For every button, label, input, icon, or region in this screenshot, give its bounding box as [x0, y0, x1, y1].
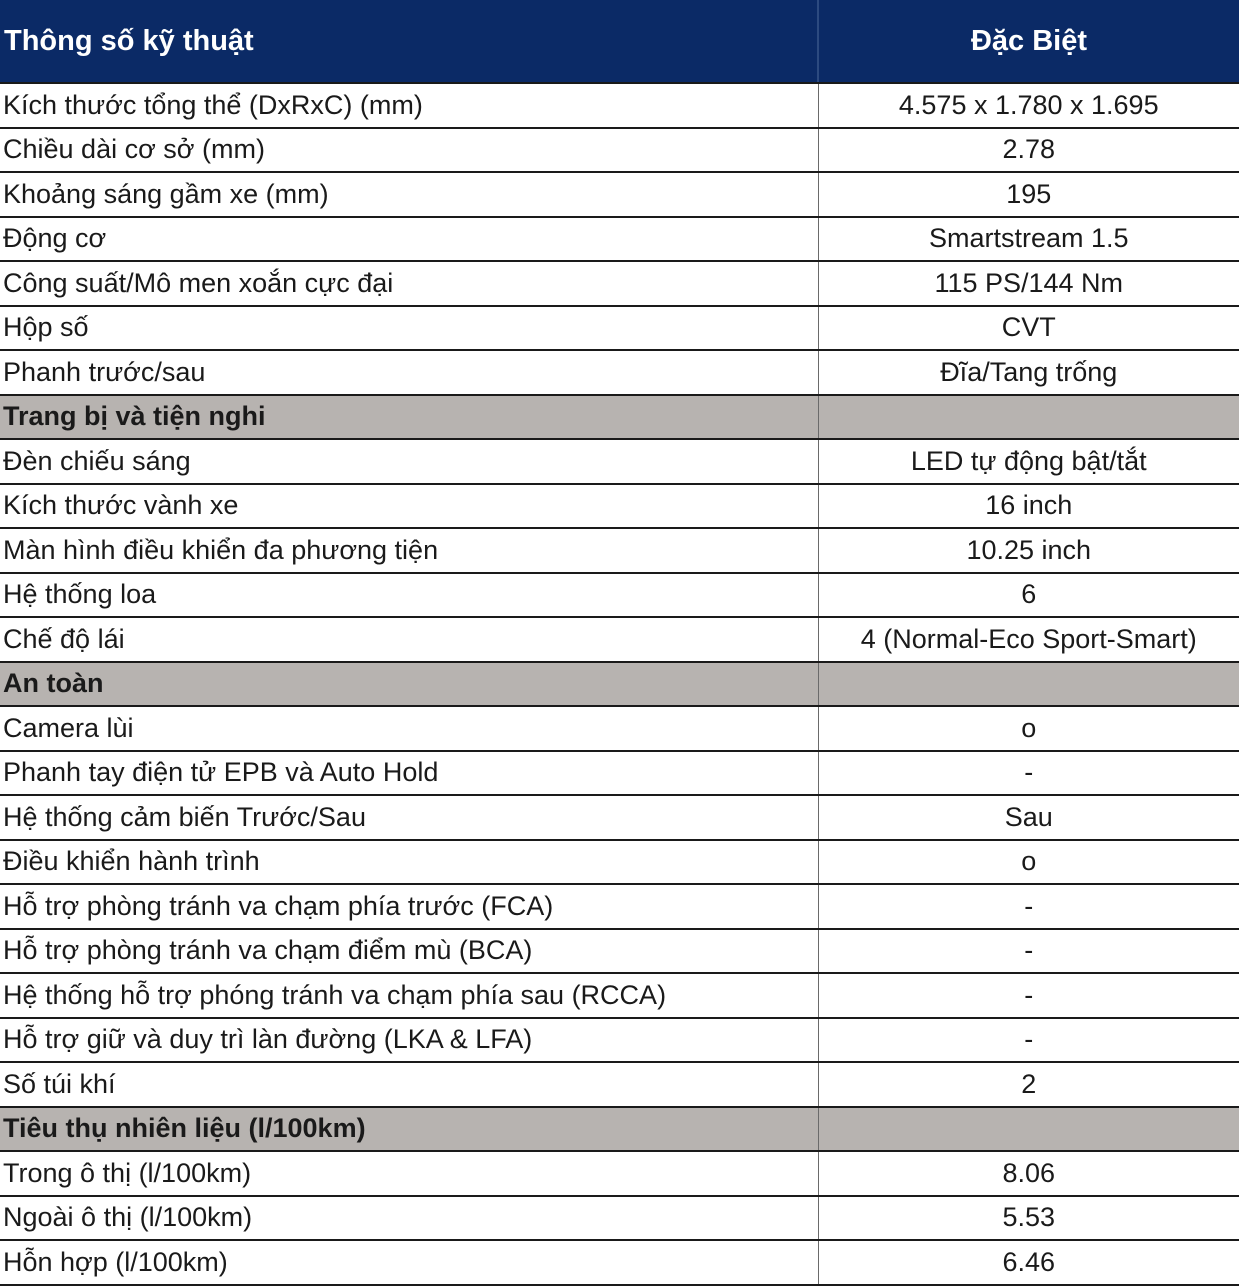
table-row — [0, 573, 1239, 618]
row-value: 5.53 — [818, 1196, 1239, 1241]
row-label: Trong ô thị (l/100km) — [0, 1151, 818, 1196]
row-label: Công suất/Mô men xoắn cực đại — [0, 261, 818, 306]
table-row — [0, 439, 1239, 484]
row-label: Đèn chiếu sáng — [0, 439, 818, 484]
table-row — [0, 840, 1239, 885]
section-header-row — [0, 1107, 1239, 1152]
row-value: 8.06 — [818, 1151, 1239, 1196]
row-label: Camera lùi — [0, 706, 818, 751]
row-value: Smartstream 1.5 — [818, 217, 1239, 262]
table-row — [0, 617, 1239, 662]
row-value: - — [818, 884, 1239, 929]
table-row — [0, 1062, 1239, 1107]
row-label: Khoảng sáng gầm xe (mm) — [0, 172, 818, 217]
section-header-row — [0, 662, 1239, 707]
table-row — [0, 128, 1239, 173]
section-label: An toàn — [0, 662, 818, 707]
row-value: - — [818, 751, 1239, 796]
section-header-row — [0, 395, 1239, 440]
row-value: 2.78 — [818, 128, 1239, 173]
table-row — [0, 306, 1239, 351]
header-label: Thông số kỹ thuật — [0, 0, 818, 83]
row-value: 115 PS/144 Nm — [818, 261, 1239, 306]
row-value: o — [818, 706, 1239, 751]
row-value: Đĩa/Tang trống — [818, 350, 1239, 395]
row-value: 195 — [818, 172, 1239, 217]
header-value: Đặc Biệt — [818, 0, 1239, 83]
table-row — [0, 929, 1239, 974]
section-value — [818, 1107, 1239, 1152]
section-label: Trang bị và tiện nghi — [0, 395, 818, 440]
row-label: Hệ thống loa — [0, 573, 818, 618]
row-value: - — [818, 973, 1239, 1018]
row-value: 6.46 — [818, 1240, 1239, 1285]
row-label: Hỗ trợ phòng tránh va chạm phía trước (FCA) — [0, 884, 818, 929]
row-label: Số túi khí — [0, 1062, 818, 1107]
table-row — [0, 83, 1239, 128]
table-row — [0, 528, 1239, 573]
row-value: CVT — [818, 306, 1239, 351]
row-value: 2 — [818, 1062, 1239, 1107]
section-value — [818, 662, 1239, 707]
row-label: Kích thước tổng thể (DxRxC) (mm) — [0, 83, 818, 128]
row-label: Hỗn hợp (l/100km) — [0, 1240, 818, 1285]
row-value: 4 (Normal-Eco Sport-Smart) — [818, 617, 1239, 662]
row-label: Kích thước vành xe — [0, 484, 818, 529]
table-row — [0, 1196, 1239, 1241]
table-row — [0, 1151, 1239, 1196]
row-label: Màn hình điều khiển đa phương tiện — [0, 528, 818, 573]
row-label: Hệ thống cảm biến Trước/Sau — [0, 795, 818, 840]
row-label: Hỗ trợ giữ và duy trì làn đường (LKA & LFA) — [0, 1018, 818, 1063]
row-value: 6 — [818, 573, 1239, 618]
row-label: Phanh trước/sau — [0, 350, 818, 395]
table-body — [0, 83, 1239, 1285]
table-row — [0, 884, 1239, 929]
row-label: Phanh tay điện tử EPB và Auto Hold — [0, 751, 818, 796]
row-value: o — [818, 840, 1239, 885]
table-row — [0, 172, 1239, 217]
table-row — [0, 751, 1239, 796]
row-label: Hệ thống hỗ trợ phóng tránh va chạm phía sau (RCCA) — [0, 973, 818, 1018]
row-value: 10.25 inch — [818, 528, 1239, 573]
row-value: 4.575 x 1.780 x 1.695 — [818, 83, 1239, 128]
table-row — [0, 350, 1239, 395]
table-row — [0, 1018, 1239, 1063]
row-label: Hỗ trợ phòng tránh va chạm điểm mù (BCA) — [0, 929, 818, 974]
row-value: - — [818, 929, 1239, 974]
table-row — [0, 1240, 1239, 1285]
row-label: Điều khiển hành trình — [0, 840, 818, 885]
row-label: Chiều dài cơ sở (mm) — [0, 128, 818, 173]
row-label: Hộp số — [0, 306, 818, 351]
row-value: 16 inch — [818, 484, 1239, 529]
table-header-row — [0, 0, 1239, 83]
section-label: Tiêu thụ nhiên liệu (l/100km) — [0, 1107, 818, 1152]
row-value: LED tự động bật/tắt — [818, 439, 1239, 484]
row-value: Sau — [818, 795, 1239, 840]
table-row — [0, 706, 1239, 751]
row-label: Ngoài ô thị (l/100km) — [0, 1196, 818, 1241]
row-label: Chế độ lái — [0, 617, 818, 662]
table-row — [0, 261, 1239, 306]
row-value: - — [818, 1018, 1239, 1063]
table-row — [0, 795, 1239, 840]
section-value — [818, 395, 1239, 440]
table-row — [0, 973, 1239, 1018]
table-row — [0, 484, 1239, 529]
row-label: Động cơ — [0, 217, 818, 262]
table-row — [0, 217, 1239, 262]
